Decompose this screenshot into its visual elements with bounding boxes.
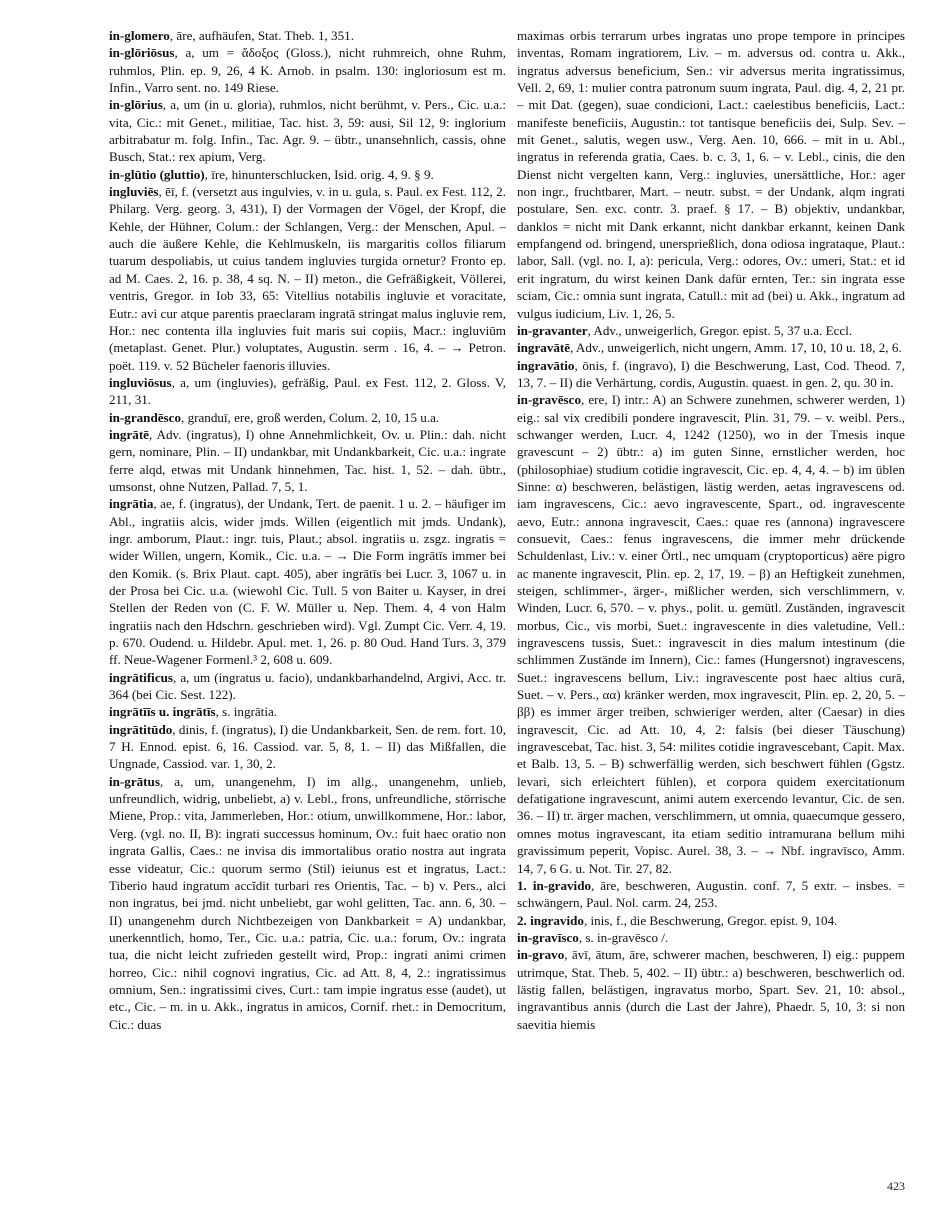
dictionary-entry: ingrātē, Adv. (ingratus), I) ohne Annehmlichkeit, Ov. u. Plin.: dah. nicht gern, nominare, Plin. – II) undankbar, mit Undankbarkeit, Cic. u.a.: ingrate ferre alqd, etwas mit Undank hinnehmen, Tac. hist. 1, 52. – dah. übtr., umsonst, ohne Nutzen, Pallad. 7, 5, 1. xyxy=(109,426,506,494)
dictionary-entry: ingrātīīs u. ingrātīs, s. ingrātia. xyxy=(109,704,278,720)
dictionary-entry: 1. in-gravido, āre, beschweren, Augustin. conf. 7, 5 extr. – insbes. = schwängern, Paul. Nol. carm. 24, 253. xyxy=(517,877,906,911)
dictionary-entry: ingrātificus, a, um (ingratus u. facio), undankbarhandelnd, Argivi, Acc. tr. 364 (bei Cic. Sest. 122). xyxy=(109,669,506,703)
dictionary-entry: in-glōrius, a, um (in u. gloria), ruhmlos, nicht berühmt, v. Pers., Cic. u.a.: vita, Cic.: mit Genet., militiae, Tac. hist. 3, 59: ausi, Sil 12, 9: inglorium arbitrabatur m. folg. Infin., Tac. Agr. 9. – übtr., unansehnlich, cassis, ohne Busch, Stat.: rex apium, Verg. xyxy=(109,97,506,165)
right-column xyxy=(517,27,905,1033)
dictionary-entry: maximas orbis terrarum urbes ingratas uno prope tempore in principes inventas, Romam ingratiorem, Liv. – m. adversus od. contra u. Akk., ingratus adversus beneficium, Sen.: vir adversus merita ingratissimus, Vell. 2, 69, 1: mulier contra patronum suum ingrata, Paul. dig. 4, 2, 21 pr. – mit Dat. (gegen), suae condicioni, Lact.: caelestibus beneficiis, Lact.: manifeste beneficiis, Augustin.: tot tantisque beneficiis dei, Sulp. Sev. – mit Genet., salutis, wegen usw., Verg. Aen. 10, 666. – mit in u. Abl., ingratus in referenda gratia, Caes. b. c. 3, 1, 6. – v. Lebl., cinis, die den Dienst nicht vergelten kann, Verg.: ingluvies, unersättliche, Hor.: ager non ingr., fruchtbarer, Mart. – neutr. subst. = der Undank, alqm ingrati postulare, Sen. exc. contr. 3. praef. § 17. – B) objektiv, undankbar, danklos = nicht mit Dank erkannt, nicht dankbar erkannt, keinen Dank empfangend od. bringend, unersprießlich, dona odiosa ingrataque, Plaut.: labor, Sall. (vgl. no. I, a): pericula, Verg.: odores, Ov.: umeri, Stat.: et id erit ingratum, du wirst keinen Dank dafür ernten, Ter.: sin ingrata esse sciam, Cic.: omnia sunt ingrata, Catull.: mit ad (bei) u. Akk., ingratum ad vulgus iudicium, Liv. 1, 26, 5. xyxy=(517,28,905,321)
dictionary-entry: in-gravanter, Adv., unweigerlich, Gregor. epist. 5, 37 u.a. Eccl. xyxy=(517,322,853,338)
dictionary-entry: in-glōriōsus, a, um = ἄδοξος (Gloss.), nicht ruhmreich, ohne Ruhm, ruhmlos, Plin. ep. 9, 26, 4 K. Arnob. in psalm. 130: ingloriosum est m. Infin., Varro sent. no. 149 Riese. xyxy=(109,45,506,96)
dictionary-entry: ingrātia, ae, f. (ingratus), der Undank, Tert. de paenit. 1 u. 2. – häufiger im Abl., ingratiis alcis, wider jmds. Willen (eigentlich mit jmds. Undank), ingr. amborum, Plaut.: ingr. tuis, Plaut.; absol. ingratiis u. zsgz. ingratis = wider Willen, ungern, Komik., Cic. u.a. – → Die Form ingrātīs immer bei den Komik. (s. Brix Plaut. capt. 405), aber ingrātīs bei Lucr. 3, 1067 u. in der Prosa bei Cic. u.a. (wiewohl Cic. Tull. 5 von Baiter u. Kayser, in drei Stellen der Reden von (C. F. W. Müller u. Nep. Them. 4, 4 von Halm ingratiis nach den Hdschrn. geschrieben wird). Vgl. Zumpt Cic. Verr. 4, 19. p. 670. Oudend. u. Hildebr. Apul. met. 1, 26. p. 80 Oud. Hand Turs. 3, 379 ff. Neue-Wagener Formenl.³ 2, 608 u. 609. xyxy=(109,496,506,668)
dictionary-entry: ingrātitūdo, dinis, f. (ingratus), I) die Undankbarkeit, Sen. de rem. fort. 10, 7 H. Ennod. epist. 6, 16. Cassiod. var. 5, 8, 1. – II) das Mißfallen, die Ungnade, Cassiod. var. 1, 30, 2. xyxy=(109,721,506,772)
dictionary-entry: 2. ingravido, inis, f., die Beschwerung, Gregor. epist. 9, 104. xyxy=(517,912,838,928)
dictionary-entry: ingravātē, Adv., unweigerlich, nicht ungern, Amm. 17, 10, 10 u. 18, 2, 6. xyxy=(517,340,902,356)
dictionary-entry: in-gravo, āvī, ātum, āre, schwerer machen, beschweren, I) eig.: puppem utrimque, Stat. Theb. 5, 402. – II) übtr.: a) beschweren, beschwerlich od. lästig fallen, belästigen, ingravatus morbo, Spart. Sev. 21, 10: absol., ingravantibus annis (durch die Last der Jahre), Phaedr. 5, 10, 3: si non saevitia hiemis xyxy=(517,947,905,1032)
dictionary-entry: ingravātio, ōnis, f. (ingravo), I) die Beschwerung, Last, Cod. Theod. 7, 13, 7. – II) die Verhärtung, cordis, Augustin. quaest. in gen. 2, qu. 30 in. xyxy=(517,357,905,390)
dictionary-entry: in-grātus, a, um, unangenehm, I) im allg., unangenehm, unlieb, unfreundlich, widrig, unbeliebt, a) v. Lebl., frons, unfreundliche, störrische Miene, Prop.: vita, Jammerleben, Hor.: otium, unwillkommene, Hor.: labor, Verg. (vgl. no. II, B): ingrati successus hominum, Ov.: fuit haec oratio non ingrata Gallis, Caes.: ne invisa dis immortalibus oratio nostra aut ingrata esse videatur, Cic.: quorum sermo (Stil) ieiunus est et ingratus, Lact.: Tiberio haud ingratum accĭdit turbari res Orientis, Tac. – b) v. Pers., alci non ingratus, bei jmd. nicht unbeliebt, gar wohl gelitten, Tac. ann. 6, 30. – II) unangenehm durch Nichtbezeigen von Dankbarkeit = A) undankbar, unerkenntlich, homo, Ter., Cic. u.a.: patria, Cic. u.a.: forum, Ov.: ingrata tua, die nicht leicht zufrieden gestellt wird, Prop.: ingrati animi crimen horreo, Cic.: nihil cognovi ingratius, Cic. ad Att. 8, 4, 2.: ingratissimus omnium, Sen.: ingratissimi cives, Curt.: tam impie ingratus esse (audet), ut etc., Cic. – m. in u. Akk., ingratus in amicos, Cornif. rhet.: in Democritum, Cic.: duas xyxy=(109,773,506,1032)
dictionary-entry: ingluviōsus, a, um (ingluvies), gefräßig, Paul. ex Fest. 112, 2. Gloss. V, 211, 31. xyxy=(109,374,506,408)
dictionary-entry: in-glūtio (gluttio), īre, hinunterschlucken, Isid. orig. 4, 9. § 9. xyxy=(109,166,434,182)
dictionary-entry: in-gravēsco, ere, I) intr.: A) an Schwere zunehmen, schwerer werden, 1) eig.: sal vix credibili pondere ingravescit, Plin. 31, 79. – v. weibl. Pers., schwanger werden, Lucr. 4, 1242 (1250), wo in der Tmesis inque gravescunt – 2) übtr.: a) im guten Sinne, ernstlicher werden, hoc (philosophiae) studium cotidie ingravescit, Cic. ep. 4, 4, 4. – b) im üblen Sinne: α) beschweren, belästigen, lästig werden, aetas ingravescens od. iam ingravescens, Cic.: aevo ingravescente, Spart., od. ingravescente aevo, Eutr.: annona ingravescit, Caes.: quae res (annona) ingravescere consuevit, Caes.: fenus ingravescens, die immer mehr drückende Schuldenlast, Liv.: v. einer Örtl., nec umquam (cryptoporticus) aëre pigro ac manente ingravescit, Plin. ep. 2, 17, 19. – β) an Heftigkeit zunehmen, steigen, schlimmer-, ärger-, mißlicher werden, sich verschlimmern, v. Winden, Lucr. 6, 570. – v. phys., polit. u. gemütl. Zuständen, ingravescit morbus, Cic., vis morbi, Suet.: ingravescente in dies valetudine, Vell.: ingravescens tussis, Suet.: ingravescit in dies malum intestinum (die schlimmen Zustände im Innern), Cic.: fames (Hungersnot) ingravescens, Suet.: ingravescens bellum, Liv.: ingravescente post haec altius curā, Suet. – v. Pers., αα) kränker werden, mox ingravescit, Plin. ep. 2, 20, 5. – ββ) es immer ärger treiben, schwieriger werden, alter (Caesar) in dies ingravescit, Cic. ad Att. 10, 4, 2: falsis (bei dieser Täuschung) ingravescebat, Tac. hist. 3, 54: milites cotidie ingravescebant, Capit. Max. et Balb. 13, 5. – B) schwerfällig werden, sich beschwert fühlen (Ggstz. levari, sich erleichtert fühlen), et corpora quidem exercitationum defatigatione ingravescunt, animi autem exercendo levantur, Cic. de sen. 36. – II) tr. ärger machen, verschlimmern, ut omnia, quaecumque gessero, omnes motus ingravescant, ita etiam seditio intramurana bellum mihi gravissimum peperit, Vopisc. Aurel. 38, 3. – → Nbf. ingravīsco, Amm. 14, 7, 6 G. u. Not. Tir. 27, 82. xyxy=(517,392,905,876)
dictionary-entry: in-gravīsco, s. in-gravēsco /. xyxy=(517,929,669,945)
dictionary-entry: in-grandēsco, granduī, ere, groß werden, Colum. 2, 10, 15 u.a. xyxy=(109,409,440,425)
left-column xyxy=(109,27,506,1033)
dictionary-entry: in-glomero, āre, aufhäufen, Stat. Theb. 1, 351. xyxy=(109,28,354,43)
page-number: 423 xyxy=(887,1179,905,1193)
dictionary-entry: ingluviēs, ēī, f. (versetzt aus ingulvies, v. in u. gula, s. Paul. ex Fest. 112, 2. Philarg. Verg. georg. 3, 431), I) der Vormagen der Vögel, der Kropf, die Kehle, der Hühner, Colum.: der Schlangen, Verg.: der Menschen, Apul. – auch die äußere Kehle, die Kehlmuskeln, iis margaritis collos filiarum tuarum despoliabis, ut cuius tandem ingluvies turgida ornetur? Fronto ep. ad M. Caes. 2, 16. p. 38, 4 sq. N. – II) meton., die Gefräßigkeit, Völlerei, ventris, Gregor. in Iob 33, 65: Vitellius notabilis ingluvie et voracitate, Eutr.: avi cur atque parentis praeclaram ingratā stringat malus ingluvie rem, Hor.: nec contenta illa ingluvies fuit maris sui copiis, Macr.: ingluviūm (metaplast. Genet. Plur.) voluptates, Augustin. serm . 16, 4. – → Petron. poët. 119. v. 52 Bücheler faenoris illuvies. xyxy=(109,184,506,373)
